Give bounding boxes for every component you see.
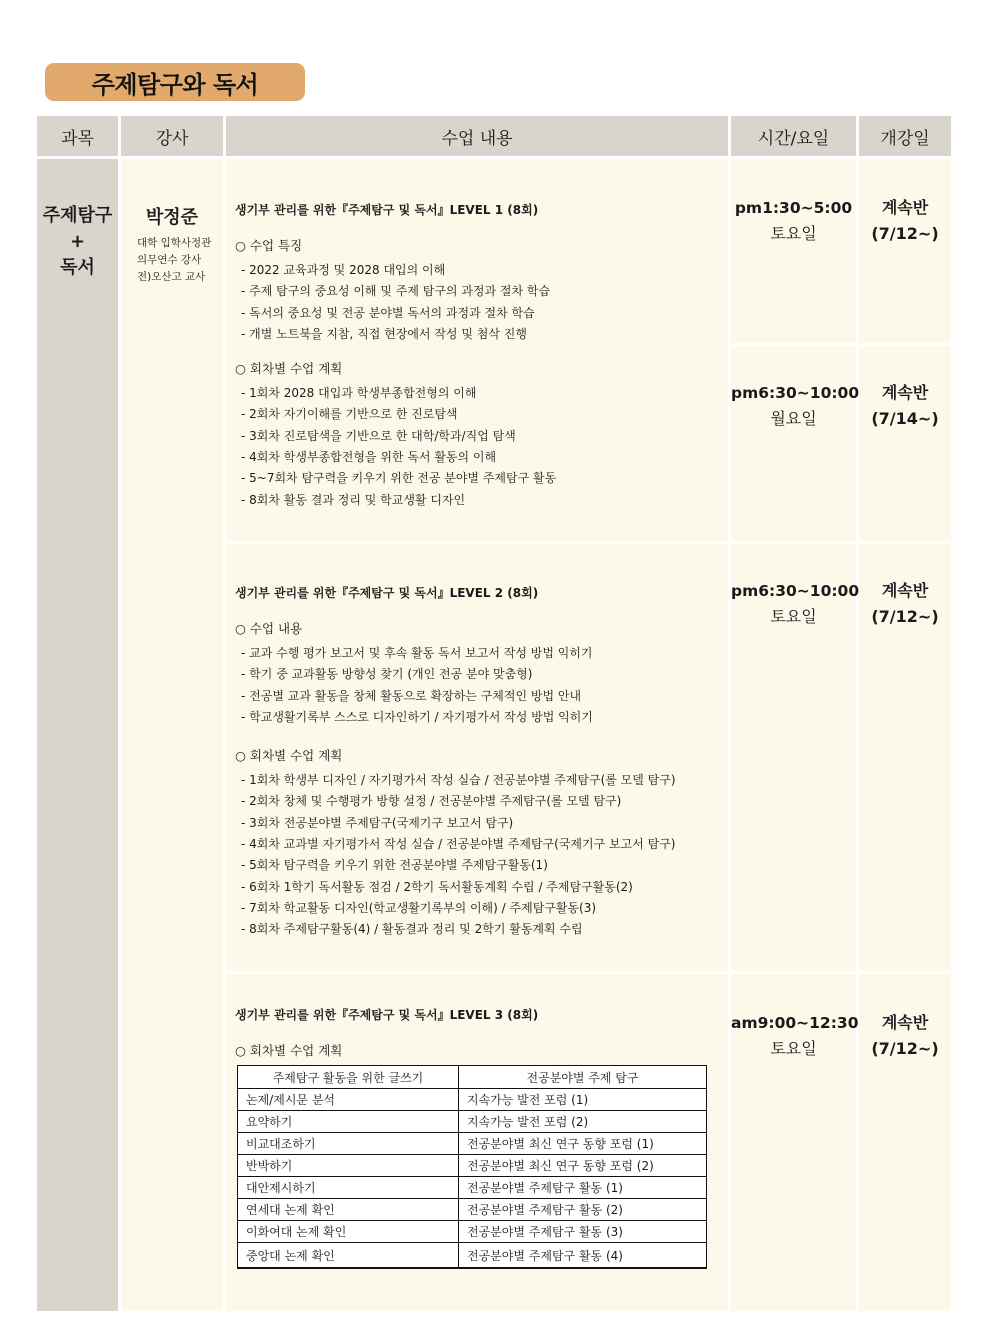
weekday: 토요일: [770, 1039, 817, 1058]
level2-section-content: ○ 수업 내용: [235, 621, 303, 636]
table-cell: 지속가능 발전 포럼 (2): [459, 1111, 707, 1133]
list-item: - 3회차 진로탐색을 기반으로 한 대학/학과/직업 탐색: [241, 428, 516, 443]
list-item: - 학교생활기록부 스스로 디자인하기 / 자기평가서 작성 방법 익히기: [241, 709, 593, 724]
header-time: 시간/요일: [731, 116, 856, 156]
list-item: - 8회차 주제탐구활동(4) / 활동결과 정리 및 2학기 활동계획 수립: [241, 922, 583, 937]
list-item: - 5~7회차 탐구력을 키우기 위한 전공 분야별 주제탐구 활동: [241, 471, 557, 486]
list-item: - 7회차 학교활동 디자인(학교생활기록부의 이해) / 주제탐구활동(3): [241, 900, 597, 915]
table-cell: 전공분야별 주제탐구 활동 (3): [459, 1221, 707, 1243]
level1-time-a: [731, 159, 856, 343]
level2-content: [226, 544, 728, 971]
header-open-date: 개강일: [859, 116, 951, 156]
list-item: - 독서의 중요성 및 전공 분야별 독서의 과정과 절차 학습: [241, 305, 535, 320]
level3-time: [731, 974, 859, 1311]
table-row: [238, 1111, 707, 1133]
list-item: - 6회차 1학기 독서활동 점검 / 2학기 독서활동계획 수립 / 주제탐구활동(2): [241, 879, 633, 894]
time-range: pm1:30~5:00: [734, 199, 853, 217]
level3-title: 생기부 관리를 위한『주제탐구 및 독서』LEVEL 3 (8회): [235, 1008, 539, 1022]
teacher-name: 박정준: [145, 207, 199, 228]
level2-section-plan: ○ 회차별 수업 계획: [235, 748, 343, 764]
list-item: - 주제 탐구의 중요성 이해 및 주제 탐구의 과정과 절차 학습: [241, 284, 551, 299]
teacher-info-line: 전)오산고 교사: [137, 271, 206, 283]
table-cell: 전공분야별 주제탐구 활동 (4): [459, 1243, 707, 1269]
table-header-row: [238, 1066, 707, 1089]
teacher-info: [137, 235, 223, 286]
weekday: 토요일: [770, 607, 817, 626]
table-cell: 중앙대 논제 확인: [238, 1243, 459, 1269]
level3-section-plan: ○ 회차별 수업 계획: [235, 1043, 343, 1058]
teacher-info-line: 대학 입학사정관: [137, 237, 212, 249]
level1-open-b: [859, 346, 951, 541]
open-label: 계속반: [881, 581, 929, 600]
header-subject: 과목: [37, 116, 118, 156]
list-item: - 2회차 창체 및 수행평가 방향 설정 / 전공분야별 주제탐구(롤 모델 탐구): [241, 794, 622, 809]
time-range: pm6:30~10:00: [731, 582, 860, 600]
table-row: [238, 1221, 707, 1243]
level3-open: [859, 974, 951, 1311]
open-date: (7/12~): [871, 1039, 939, 1058]
level2-title: 생기부 관리를 위한『주제탐구 및 독서』LEVEL 2 (8회): [235, 586, 539, 600]
level1-title: 생기부 관리를 위한『주제탐구 및 독서』LEVEL 1 (8회): [235, 203, 539, 217]
table-cell: 논제/제시문 분석: [238, 1089, 459, 1111]
table-cell: 대안제시하기: [238, 1177, 459, 1199]
time-range: pm6:30~10:00: [731, 384, 860, 402]
list-item: - 3회차 전공분야별 주제탐구(국제기구 보고서 탐구): [241, 815, 514, 830]
subject-plus: +: [69, 231, 86, 252]
list-item: - 2022 교육과정 및 2028 대입의 이해: [241, 263, 446, 277]
subject-line-1: 주제탐구: [42, 205, 113, 226]
open-label: 계속반: [881, 383, 929, 402]
page-title: 주제탐구와 독서: [45, 63, 305, 101]
level2-open: [859, 544, 951, 971]
table-cell: 전공분야별 주제탐구 활동 (1): [459, 1177, 707, 1199]
column-header: 주제탐구 활동을 위한 글쓰기: [238, 1066, 459, 1089]
teacher-info-line: 의무연수 강사: [137, 254, 202, 266]
table-row: [238, 1243, 707, 1269]
header-content: 수업 내용: [226, 116, 728, 156]
table-cell: 연세대 논제 확인: [238, 1199, 459, 1221]
list-item: - 전공별 교과 활동을 창체 활동으로 확장하는 구체적인 방법 안내: [241, 688, 582, 703]
list-item: - 학기 중 교과활동 방향성 찾기 (개인 전공 분야 맞춤형): [241, 667, 533, 682]
open-label: 계속반: [881, 1013, 929, 1032]
table-row: [238, 1199, 707, 1221]
column-header: 전공분야별 주제 탐구: [459, 1066, 707, 1089]
table-row: [238, 1133, 707, 1155]
weekday: 월요일: [770, 409, 817, 428]
level1-open-a: [859, 159, 951, 343]
open-date: (7/12~): [871, 224, 939, 243]
level1-content: [226, 159, 728, 541]
list-item: - 개별 노트북을 지참, 직접 현장에서 작성 및 첨삭 진행: [241, 326, 527, 341]
level2-time: [731, 544, 860, 971]
subject-line-3: 독서: [60, 257, 95, 278]
level3-content: [226, 974, 728, 1311]
level1-section-features: ○ 수업 특징: [235, 238, 303, 253]
header-teacher: 강사: [121, 116, 223, 156]
open-date: (7/14~): [871, 409, 939, 428]
table-cell: 지속가능 발전 포럼 (1): [459, 1089, 707, 1111]
list-item: - 5회차 탐구력을 키우기 위한 전공분야별 주제탐구활동(1): [241, 858, 548, 873]
list-item: - 4회차 교과별 자기평가서 작성 실습 / 전공분야별 주제탐구(국제기구 보고서 탐구): [241, 837, 676, 852]
time-range: am9:00~12:30: [731, 1014, 859, 1032]
level1-section-plan: ○ 회차별 수업 계획: [235, 361, 343, 377]
table-cell: 비교대조하기: [238, 1133, 459, 1155]
table-cell: 전공분야별 최신 연구 동향 포럼 (1): [459, 1133, 707, 1155]
table-row: [238, 1177, 707, 1199]
list-item: - 1회차 학생부 디자인 / 자기평가서 작성 실습 / 전공분야별 주제탐구(롤 모델 탐구): [241, 773, 676, 788]
list-item: - 8회차 활동 결과 정리 및 학교생활 디자인: [241, 492, 466, 507]
table-cell: 요약하기: [238, 1111, 459, 1133]
table-row: [238, 1089, 707, 1111]
subject-cell: [37, 159, 118, 1311]
table-row: [238, 1155, 707, 1177]
list-item: - 1회차 2028 대입과 학생부종합전형의 이해: [241, 386, 477, 401]
open-date: (7/12~): [871, 607, 939, 626]
table-cell: 전공분야별 주제탐구 활동 (2): [459, 1199, 707, 1221]
level3-plan-table: [237, 1065, 707, 1269]
list-item: - 2회차 자기이해를 기반으로 한 진로탐색: [241, 407, 458, 422]
open-label: 계속반: [881, 198, 929, 217]
teacher-cell: [121, 159, 223, 1311]
list-item: - 교과 수행 평가 보고서 및 후속 활동 독서 보고서 작성 방법 익히기: [241, 646, 593, 660]
table-cell: 전공분야별 최신 연구 동향 포럼 (2): [459, 1155, 707, 1177]
weekday: 토요일: [770, 224, 817, 243]
table-cell: 반박하기: [238, 1155, 459, 1177]
list-item: - 4회차 학생부종합전형을 위한 독서 활동의 이해: [241, 450, 497, 465]
level1-time-b: [731, 346, 860, 541]
table-cell: 이화여대 논제 확인: [238, 1221, 459, 1243]
